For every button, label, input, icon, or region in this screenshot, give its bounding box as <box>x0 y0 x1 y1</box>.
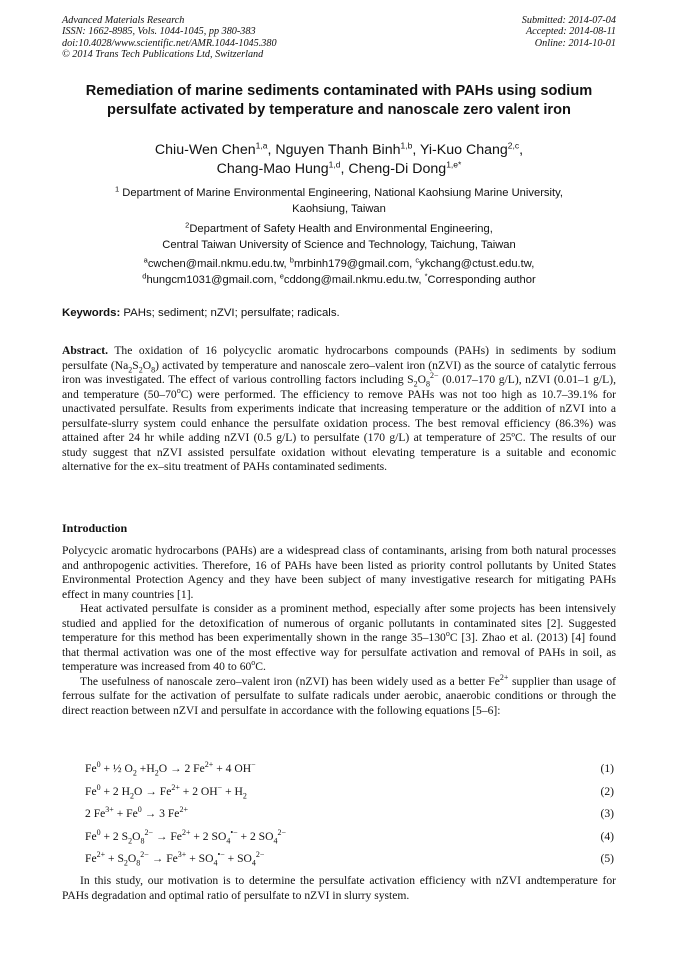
paragraph-text: C. <box>255 660 266 673</box>
equation-expression <box>85 760 256 778</box>
equation-number: (2) <box>600 784 614 798</box>
abstract-text: The oxidation of 16 polycyclic aromatic hydrocarbons compounds (PAHs) in sediments by sodium persulfate (Na <box>62 344 616 372</box>
eq-term: O → 2 Fe <box>158 762 205 775</box>
eq-term: + 2 OH <box>179 784 218 798</box>
abstract-text: O <box>417 373 426 386</box>
subscript: 2 <box>123 858 128 868</box>
subscript: 2 <box>154 768 159 778</box>
superscript: 2+ <box>96 850 106 860</box>
affiliation-mark: 1 <box>115 184 120 194</box>
paragraph-text: supplier than usage of ferrous sulfate for the activation of persulfate to sulfate radicals under aerobic, anaerobic conditions or through the direct reaction between nZVI and persulfate in accordance with the following equations [5–6]: <box>62 674 616 717</box>
affiliation-text: Department of Marine Environmental Engineering, National Kaohsiung Marine University, <box>119 187 563 199</box>
superscript: 2+ <box>204 760 214 770</box>
superscript: 3+ <box>105 805 114 815</box>
email-link[interactable]: mrbinh179@gmail.com, <box>293 258 416 270</box>
paragraph-text: Heat activated persulfate is consider as a prominent method, especially after some projects has been intensively studied and applied for the detoxification of numerous of organic pollutants in contaminated sites [2]. Suggested temperature for this method has been experimentally shown in the range 35–130 <box>62 602 616 644</box>
author-sup: 2,c <box>507 140 520 151</box>
eq-term: + 2 S <box>100 829 129 843</box>
subscript: 2 <box>132 768 137 778</box>
equation-block <box>62 762 616 875</box>
eq-term: + H <box>222 784 243 798</box>
author-sep: , <box>340 161 349 177</box>
eq-term: + 2 SO <box>190 829 227 843</box>
paper-title: Remediation of marine sediments contaminated with PAHs using sodium persulfate activated by temperature and nanoscale zero valent iron <box>85 83 593 118</box>
eq-term: + Fe <box>113 807 138 820</box>
email-mark: c <box>415 255 420 265</box>
subscript: 8 <box>151 364 156 374</box>
eq-term: → Fe <box>152 829 182 843</box>
eq-term: + 2 SO <box>237 829 274 843</box>
eq-term: O → Fe <box>134 784 172 798</box>
eq-term: + S <box>105 852 124 865</box>
eq-term: + SO <box>224 852 252 865</box>
journal-header-left <box>62 15 277 61</box>
author-name: Chang-Mao Hung <box>216 161 329 177</box>
email-mark: a <box>143 255 148 265</box>
subscript: 8 <box>136 858 141 868</box>
eq-term: O <box>127 852 137 865</box>
introduction-body <box>62 544 616 718</box>
affiliation-2 <box>60 222 618 253</box>
equation-3 <box>62 807 616 830</box>
intro-paragraph-4: In this study, our motivation is to determine the persulfate activation efficiency with nZVI andtemperature for PAHs degradation and optimal ratio of persulfate to nZVI in slurry system. <box>62 874 616 902</box>
affiliation-1 <box>60 186 618 217</box>
eq-term: O <box>132 829 141 843</box>
superscript: − <box>251 760 256 770</box>
author-sup: 1,a <box>255 140 268 151</box>
eq-term: + ½ O <box>100 762 133 775</box>
eq-term: +H <box>136 762 155 775</box>
superscript: o <box>176 385 181 395</box>
superscript: o <box>251 658 256 668</box>
keywords-text: PAHs; sediment; nZVI; persulfate; radicals. <box>120 307 340 319</box>
author-name: Chiu-Wen Chen <box>154 142 256 158</box>
affiliation-text: Department of Safety Health and Environmental Engineering, <box>189 223 493 235</box>
equation-expression <box>85 807 188 820</box>
superscript: − <box>217 782 223 792</box>
corresponding-mark: * <box>424 270 428 280</box>
equation-5 <box>62 852 616 875</box>
abstract <box>62 344 616 475</box>
email-link[interactable]: cddong@mail.nkmu.edu.tw, <box>283 273 425 286</box>
superscript: 2− <box>430 371 439 381</box>
subscript: 2 <box>413 379 418 389</box>
online-date: Online: 2014-10-01 <box>534 37 616 49</box>
subscript: 2 <box>128 364 133 374</box>
eq-term: + 4 OH <box>213 762 252 775</box>
submitted-date: Submitted: 2014-07-04 <box>521 15 616 26</box>
subscript: 4 <box>273 835 278 845</box>
keywords-label: Keywords: <box>62 307 121 319</box>
subscript: 8 <box>426 379 430 389</box>
author-list <box>60 141 618 179</box>
superscript: 2− <box>144 827 153 837</box>
eq-term: → 3 Fe <box>141 807 180 820</box>
abstract-text: O <box>142 358 152 372</box>
superscript: 2− <box>140 850 149 860</box>
equation-number: (5) <box>600 852 614 865</box>
author-emails <box>60 257 618 288</box>
superscript: 0 <box>96 782 101 792</box>
author-sep: , <box>267 142 276 158</box>
eq-term: Fe <box>85 852 97 865</box>
author-name: Nguyen Thanh Binh <box>275 142 401 158</box>
equation-expression <box>85 782 247 800</box>
superscript: 2+ <box>171 782 180 792</box>
author-name: Cheng-Di Dong <box>348 161 447 177</box>
email-mark: b <box>289 255 294 265</box>
eq-term: Fe <box>85 762 97 775</box>
abstract-text: ) activated by temperature and nanoscale zero–valent iron (nZVI) as the source of catalytic ferrous iron was investigated. The effect of various controlling factors including S <box>62 358 616 386</box>
author-sup: 1,d <box>328 159 341 170</box>
superscript: 2− <box>255 850 265 860</box>
superscript: 3+ <box>177 850 187 860</box>
corresponding-author-note: Corresponding author <box>427 273 536 286</box>
subscript: 4 <box>213 858 218 868</box>
subscript: 4 <box>226 835 231 845</box>
equation-4 <box>62 827 616 853</box>
paragraph-text: C [3]. Zhao et al. (2013) [4] found that thermal activation was one of the most effective way for persulfate activation and removal of PAHs in soil, as temperature was increased from 40 to 60 <box>62 631 616 673</box>
journal-header-right <box>522 15 616 49</box>
affiliation-mark: 2 <box>185 220 190 230</box>
abstract-label: Abstract. <box>62 344 109 357</box>
author-name: Yi-Kuo Chang <box>419 142 508 158</box>
superscript: •− <box>230 827 238 837</box>
superscript: 2+ <box>499 672 509 682</box>
equation-number: (3) <box>600 807 614 820</box>
eq-term: Fe <box>85 829 97 843</box>
abstract-text: S <box>132 358 139 372</box>
superscript: o <box>445 629 450 639</box>
author-sup: 1,b <box>400 140 413 151</box>
intro-paragraph-3 <box>62 672 616 719</box>
accepted-date: Accepted: 2014-08-11 <box>525 26 616 38</box>
superscript: 0 <box>96 827 101 837</box>
equation-number: (1) <box>600 762 614 775</box>
superscript: 0 <box>137 805 142 815</box>
email-mark: e <box>279 270 284 280</box>
intro-paragraph-2 <box>62 602 616 675</box>
issn-info: ISSN: 1662-8985, Vols. 1044-1045, pp 380-383 <box>62 26 256 38</box>
paragraph-text: The usefulness of nanoscale zero–valent iron (nZVI) has been widely used as a better Fe <box>80 674 500 688</box>
doi-link[interactable]: doi:10.4028/www.scientific.net/AMR.1044-1045.380 <box>62 37 277 49</box>
abstract-text: C) were performed. The efficiency to remove PAHs was not too high as 10.7–39.1% for unactivated persulfate. Results from experiments indicate that increasing temperature or the addition of nZVI into a persulfate-slurry system could enhance the persulfate oxidation process. The best removal efficiency (86.3%) was attained after 24 hr while adding nZVI (0.5 g/L) to persulfate (170 g/L) at temperature of 25ºC. The results of our study suggest that nZVI assisted persulfate oxidation without elevating temperature is a suitable and economic alternative for the ex–situ treatment of PAHs contaminated sediments. <box>62 387 616 473</box>
superscript: 2+ <box>181 827 191 837</box>
keywords <box>62 306 340 320</box>
email-link[interactable]: ykchang@ctust.edu.tw, <box>419 258 535 270</box>
equation-2 <box>62 782 616 808</box>
email-link[interactable]: cwchen@mail.nkmu.edu.tw, <box>147 258 290 270</box>
author-sep: , <box>519 142 524 158</box>
equation-1 <box>62 762 616 785</box>
section-heading-introduction: Introduction <box>62 521 128 535</box>
copyright: © 2014 Trans Tech Publications Ltd, Switzerland <box>62 49 264 61</box>
superscript: •− <box>217 850 225 860</box>
author-sep: , <box>412 142 420 158</box>
superscript: 2+ <box>179 805 188 815</box>
affiliation-text: Kaohsiung, Taiwan <box>292 202 386 215</box>
email-mark: d <box>142 270 147 280</box>
journal-name: Advanced Materials Research <box>62 15 185 26</box>
subscript: 8 <box>140 835 145 845</box>
intro-paragraph-1: Polycycic aromatic hydrocarbons (PAHs) are a widespread class of contaminants, arising from both natural processes and anthropogenic activities. Therefore, 16 of PAHs have been listed as priority control pollutants by United States Environmental Protection Agency and they have been subject of many investigative research for mitigating PAHs effect in many countries [1]. <box>62 544 616 601</box>
subscript: 2 <box>128 835 133 845</box>
equation-expression <box>85 827 287 845</box>
eq-term: 2 Fe <box>85 807 106 820</box>
equation-number: (4) <box>600 829 614 843</box>
affiliation-text: Central Taiwan University of Science and Technology, Taichung, Taiwan <box>162 238 516 251</box>
eq-term: + SO <box>186 852 214 865</box>
abstract-text: (0.017–170 g/L), nZVI (0.01–1 g/L), and temperature (50–70 <box>62 373 617 401</box>
subscript: 2 <box>130 790 134 800</box>
equation-expression <box>85 850 265 868</box>
superscript: 0 <box>96 760 101 770</box>
eq-term: → Fe <box>148 852 178 865</box>
superscript: 2− <box>277 827 287 837</box>
subscript: 4 <box>251 858 256 868</box>
eq-term: Fe <box>85 784 97 798</box>
subscript: 2 <box>242 790 247 800</box>
author-sup: 1,e* <box>446 159 462 170</box>
subscript: 2 <box>138 364 143 374</box>
email-link[interactable]: hungcm1031@gmail.com, <box>146 273 280 286</box>
eq-term: + 2 H <box>100 784 130 798</box>
